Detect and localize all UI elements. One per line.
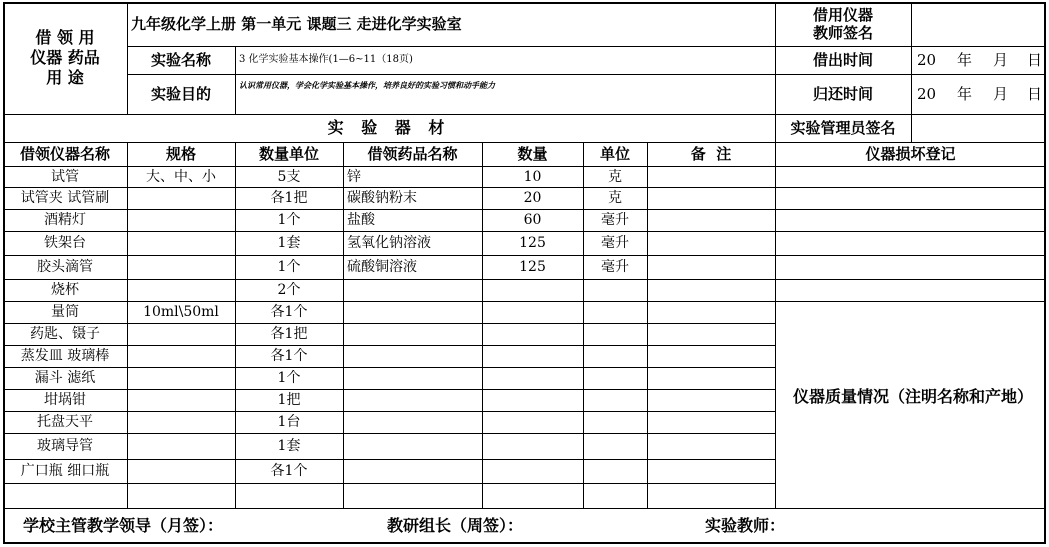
row-qty [482,301,583,323]
row-spec [127,279,235,301]
lab-requisition-form [3,2,1046,544]
grid-line [127,142,128,508]
grid-line [127,46,1046,47]
col-instrument-name: 借领仪器名称 [19,145,110,163]
row-qty-unit: 1个 [277,259,301,275]
row-qty [482,483,583,508]
grid-line [3,323,775,324]
row-instrument [3,483,127,508]
row-note [647,209,775,231]
row-unit [583,345,647,367]
row-instrument: 广口瓶 细口瓶 [20,463,110,479]
grid-line [3,542,1046,544]
row-drug [343,367,482,389]
row-drug [343,433,482,459]
materials-title: 实 验 器 材 [327,118,451,137]
grid-line [3,279,775,280]
borrow-time-field[interactable] [911,46,1046,74]
row-note [647,231,775,255]
row-spec [127,483,235,508]
row-qty: 20 [523,190,542,206]
row-qty-unit: 1套 [277,235,301,251]
experiment-purpose-label: 实验目的 [150,85,211,103]
row-qty [482,411,583,433]
col-qty: 数量 [517,145,548,163]
borrow-time-label: 借出时间 [812,51,873,69]
grid-line [3,166,1046,167]
grid-line [127,2,128,114]
col-damage-register: 仪器损坏登记 [865,145,956,163]
grid-line [3,508,1046,509]
row-drug: 碳酸钠粉末 [347,190,417,206]
row-unit [583,301,647,323]
row-qty-unit: 各1把 [270,190,308,206]
row-qty [482,323,583,345]
row-instrument: 坩埚钳 [44,392,86,408]
row-qty [482,459,583,483]
row-qty-unit: 各1把 [270,326,308,342]
row-unit: 克 [608,190,622,206]
borrow-year-prefix: 20 [917,51,937,69]
experiment-name-label: 实验名称 [150,51,211,69]
borrow-year: 年 [957,51,973,69]
row-spec [127,187,235,209]
row-instrument: 玻璃导管 [37,438,93,454]
row-spec [127,433,235,459]
return-year: 年 [957,85,973,103]
borrow-day: 日 [1027,51,1043,69]
row-unit: 克 [608,168,622,185]
row-note [647,345,775,367]
experiment-name-value: 3 化学实验基本操作(1—6~11（18页) [239,54,413,65]
col-drug-name: 借领药品名称 [367,145,458,163]
row-note [647,389,775,411]
row-instrument: 漏斗 滤纸 [34,370,96,386]
row-qty [482,367,583,389]
grid-line [3,483,775,484]
grid-line [583,142,584,508]
row-qty [482,433,583,459]
row-spec [127,389,235,411]
borrow-month: 月 [993,51,1009,69]
row-spec [127,323,235,345]
admin-sign-label: 实验管理员签名 [790,119,896,137]
row-qty: 10 [523,168,542,185]
row-drug [343,323,482,345]
grid-line [775,2,776,142]
row-instrument: 胶头滴管 [37,259,93,275]
return-time-label: 归还时间 [812,85,873,103]
row-instrument: 量筒 [51,304,79,320]
footer-leader-sign: 学校主管教学领导（月签）： [23,516,224,535]
row-note [647,433,775,459]
row-spec [127,209,235,231]
row-unit [583,459,647,483]
row-drug: 盐酸 [347,212,375,228]
row-qty-unit: 1个 [277,212,301,228]
grid-line [482,142,483,508]
grid-line [775,187,1046,188]
row-spec [127,255,235,279]
footer-group-leader-sign: 教研组长（周签）： [387,516,524,535]
row-note [647,459,775,483]
row-qty-unit: 2个 [277,282,301,298]
row-spec: 10ml\50ml [143,304,219,320]
col-note: 备 注 [690,145,732,163]
row-qty-unit: 1把 [277,392,301,408]
grid-line [127,74,1046,75]
teacher-sign-field[interactable] [911,2,1046,46]
row-spec: 大、中、小 [146,168,216,185]
row-qty: 125 [519,259,546,275]
grid-line [775,255,1046,256]
grid-line [775,301,1046,302]
grid-line [235,142,236,508]
col-unit: 单位 [599,145,630,163]
grid-line [775,279,1046,280]
row-qty-unit: 5支 [277,168,301,185]
grid-line [3,433,775,434]
row-note [647,411,775,433]
row-unit: 毫升 [601,259,629,275]
row-instrument: 铁架台 [44,235,86,251]
row-unit [583,433,647,459]
row-drug [343,389,482,411]
return-day: 日 [1027,85,1043,103]
grid-line [775,142,776,508]
grid-line [3,2,1046,4]
row-unit: 毫升 [601,235,629,251]
row-drug [343,459,482,483]
row-qty-unit: 各1个 [270,348,308,364]
row-unit [583,279,647,301]
row-unit [583,389,647,411]
row-spec [127,459,235,483]
purpose-label: 借 领 用 仪器 药品 用 途 [30,28,100,87]
row-qty: 125 [519,235,546,251]
col-spec: 规格 [165,145,196,163]
grid-line [3,345,775,346]
row-qty-unit: 各1个 [270,304,308,320]
row-drug: 锌 [347,168,361,185]
row-qty [482,279,583,301]
grid-line [1044,2,1046,544]
row-qty [482,345,583,367]
row-instrument: 药匙、镊子 [30,326,100,342]
row-spec [127,345,235,367]
row-spec [127,231,235,255]
row-note [647,166,775,187]
admin-sign-field[interactable] [911,114,1046,142]
grid-line [3,411,775,412]
grid-line [343,142,344,508]
grid-line [911,2,912,142]
grid-line [3,301,775,302]
row-drug [343,483,482,508]
row-note [647,255,775,279]
row-note [647,301,775,323]
row-drug [343,301,482,323]
grid-line [3,231,775,232]
teacher-sign-label: 借用仪器 教师签名 [812,6,873,42]
row-unit [583,367,647,389]
row-qty-unit: 1台 [277,414,301,430]
row-note [647,367,775,389]
row-qty: 60 [523,212,542,228]
grid-line [775,231,1046,232]
row-unit: 毫升 [601,212,629,228]
row-qty-unit [235,483,343,508]
return-year-prefix: 20 [917,85,937,103]
row-instrument: 酒精灯 [44,212,86,228]
grid-line [3,459,775,460]
row-drug [343,411,482,433]
grid-line [3,389,775,390]
row-note [647,483,775,508]
row-drug [343,279,482,301]
return-month: 月 [993,85,1009,103]
grid-line [3,187,775,188]
row-qty-unit: 各1个 [270,463,308,479]
row-instrument: 烧杯 [51,282,79,298]
grid-line [775,209,1046,210]
footer-lab-teacher-sign: 实验教师： [705,516,786,535]
grid-line [3,142,1046,143]
grid-line [3,209,775,210]
row-instrument: 托盘天平 [37,414,93,430]
quality-label: 仪器质量情况（注明名称和产地） [793,387,1033,406]
grid-line [647,142,648,508]
row-drug [343,345,482,367]
row-spec [127,411,235,433]
col-qty-unit: 数量单位 [258,145,319,163]
row-note [647,279,775,301]
grid-line [3,255,775,256]
row-instrument: 试管 [51,168,79,185]
row-qty-unit: 1个 [277,370,301,386]
row-qty [482,389,583,411]
row-unit [583,411,647,433]
grid-line [3,114,1046,115]
experiment-purpose-value: 认识常用仪器，学会化学实验基本操作，培养良好的实验习惯和动手能力 [239,80,495,90]
grid-line [3,367,775,368]
row-note [647,187,775,209]
row-drug: 氢氧化钠溶液 [347,235,431,251]
row-qty-unit: 1套 [277,438,301,454]
row-instrument: 试管夹 试管刷 [20,190,110,206]
grid-line [3,2,5,544]
row-spec [127,367,235,389]
row-note [647,323,775,345]
return-time-field[interactable] [911,74,1046,114]
row-instrument: 蒸发皿 玻璃棒 [20,348,110,364]
row-unit [583,323,647,345]
lesson-title: 九年级化学上册 第一单元 课题三 走进化学实验室 [131,15,462,33]
row-drug: 硫酸铜溶液 [347,259,417,275]
grid-line [235,46,236,114]
row-unit [583,483,647,508]
